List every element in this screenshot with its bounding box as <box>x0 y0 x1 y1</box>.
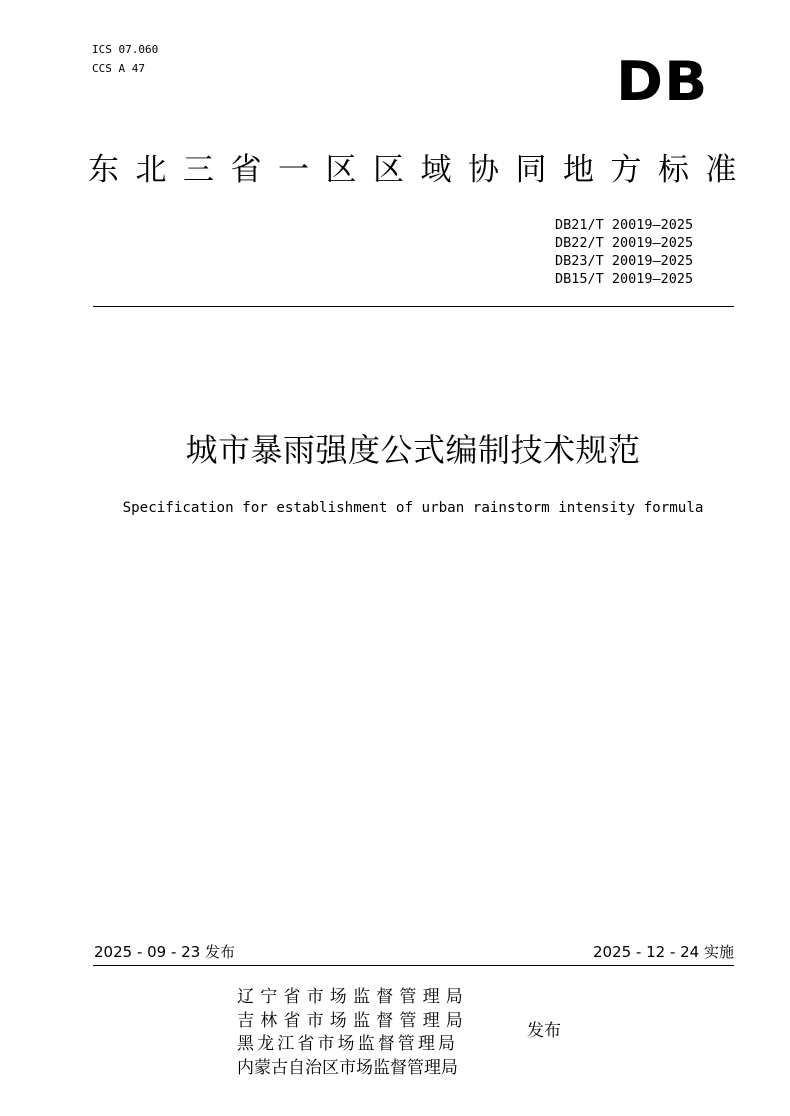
standard-number: DB22/T 20019—2025 <box>555 235 694 251</box>
ics-code: ICS 07.060 <box>92 43 159 56</box>
publisher-liaoning: 辽宁省市场监督管理局 <box>237 987 469 1007</box>
publisher-jilin: 吉林省市场监督管理局 <box>237 1010 469 1031</box>
document-title: 城市暴雨强度公式编制技术规范 <box>185 431 641 469</box>
top-divider <box>93 306 734 307</box>
db-logo: DB <box>616 50 709 113</box>
ccs-code: CCS A 47 <box>92 62 145 75</box>
publisher-inner-mongolia: 内蒙古自治区市场监督管理局 <box>237 1057 458 1078</box>
bottom-divider <box>93 965 734 966</box>
english-title: Specification for establishment of urban rainstorm intensity formula <box>122 500 704 516</box>
standard-category-title: 东北三省一区区域协同地方标准 <box>88 152 753 188</box>
issue-date: 2025 - 09 - 23 发布 <box>94 943 236 961</box>
publisher-heilongjiang: 黑龙江省市场监督管理局 <box>237 1034 459 1054</box>
standard-number: DB15/T 20019—2025 <box>555 271 694 287</box>
standard-number: DB23/T 20019—2025 <box>555 253 694 269</box>
classification-codes <box>92 40 158 78</box>
publish-label: 发布 <box>527 1021 561 1041</box>
standard-number: DB21/T 20019—2025 <box>555 217 694 233</box>
standard-numbers <box>555 216 693 288</box>
implementation-date: 2025 - 12 - 24 实施 <box>592 943 734 961</box>
publisher-list <box>237 986 469 1080</box>
